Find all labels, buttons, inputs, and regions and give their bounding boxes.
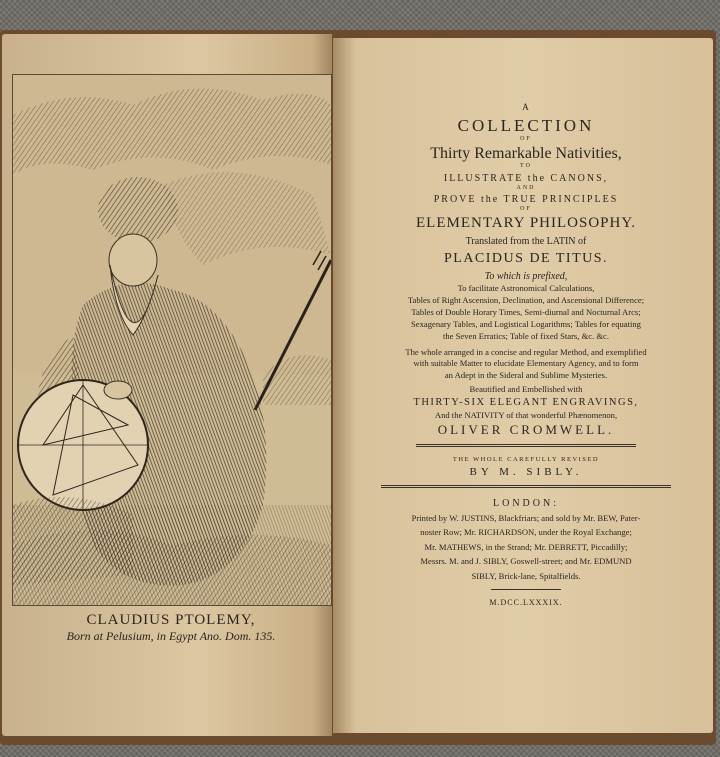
title-tables-4: the Seven Erratics; Table of fixed Stars, &c. &c. (442, 330, 610, 341)
imprint-line-4: Messrs. M. and J. SIBLY, Goswell-street; and Mr. EDMUND (420, 556, 632, 567)
title-cromwell: OLIVER CROMWELL. (437, 422, 615, 437)
title-whole-1: The whole arranged in a concise and regular Method, and exemplified (405, 346, 647, 357)
title-placidus: PLACIDUS DE TITUS. (443, 250, 609, 266)
title-of-2: OF (520, 205, 532, 212)
title-whole-2: with suitable Matter to elucidate Elementary Agency, and to form (413, 358, 639, 369)
imprint-london: LONDON: (493, 498, 559, 510)
title-rule-2 (381, 485, 671, 488)
title-beautified: Beautified and Embellished with (469, 384, 583, 395)
title-tables-1: Tables of Right Ascension, Declination, and Ascensional Difference; (407, 295, 645, 306)
engraving-caption-born: Born at Pelusium, in Egypt Ano. Dom. 135. (66, 629, 276, 643)
title-translated: Translated from the LATIN of (465, 236, 587, 248)
imprint-line-2: noster Row; Mr. RICHARDSON, under the Royal Exchange; (420, 527, 632, 538)
title-revised: THE WHOLE CAREFULLY REVISED (452, 455, 600, 463)
title-nativity: And the NATIVITY of that wonderful Phænomenon, (434, 410, 618, 421)
title-page-text (356, 102, 696, 607)
title-tables-3: Sexagenary Tables, and Logistical Logarithms; Tables for equating (411, 318, 641, 329)
title-thirty-nativities: Thirty Remarkable Nativities, (430, 144, 622, 162)
title-engravings: THIRTY-SIX ELEGANT ENGRAVINGS, (413, 397, 639, 409)
title-author: BY M. SIBLY. (469, 466, 583, 479)
imprint-date: M.DCC.LXXXIX. (489, 597, 563, 607)
title-facilitate: To facilitate Astronomical Calculations, (457, 283, 595, 294)
date-rule (491, 589, 561, 590)
ptolemy-engraving (12, 74, 332, 606)
imprint-line-1: Printed by W. JUSTINS, Blackfriars; and sold by Mr. BEW, Pater- (411, 512, 641, 523)
title-article: A (522, 102, 530, 112)
title-collection: COLLECTION (457, 116, 595, 136)
title-and: AND (516, 184, 536, 191)
imprint-line-3: Mr. MATHEWS, in the Strand; Mr. DEBRETT, Piccadilly; (424, 541, 628, 552)
title-prefixed: To which is prefixed, (484, 270, 568, 282)
title-tables-2: Tables of Double Horary Times, Semi-diurnal and Nocturnal Arcs; (411, 306, 641, 317)
turban (98, 177, 178, 243)
title-whole-3: an Adept in the Sideral and Sublime Mysteries. (444, 370, 608, 381)
title-to: TO (520, 163, 532, 170)
title-rule-1 (416, 444, 636, 447)
engraving-caption-name: CLAUDIUS PTOLEMY, (86, 612, 256, 628)
title-elementary: ELEMENTARY PHILOSOPHY. (416, 214, 636, 231)
title-illustrate: ILLUSTRATE the CANONS, (443, 173, 609, 185)
engraving-illustration (13, 75, 331, 605)
title-prove: PROVE the TRUE PRINCIPLES (433, 194, 619, 206)
imprint-line-5: SIBLY, Brick-lane, Spitalfields. (471, 570, 581, 581)
title-of: OF (520, 135, 532, 142)
